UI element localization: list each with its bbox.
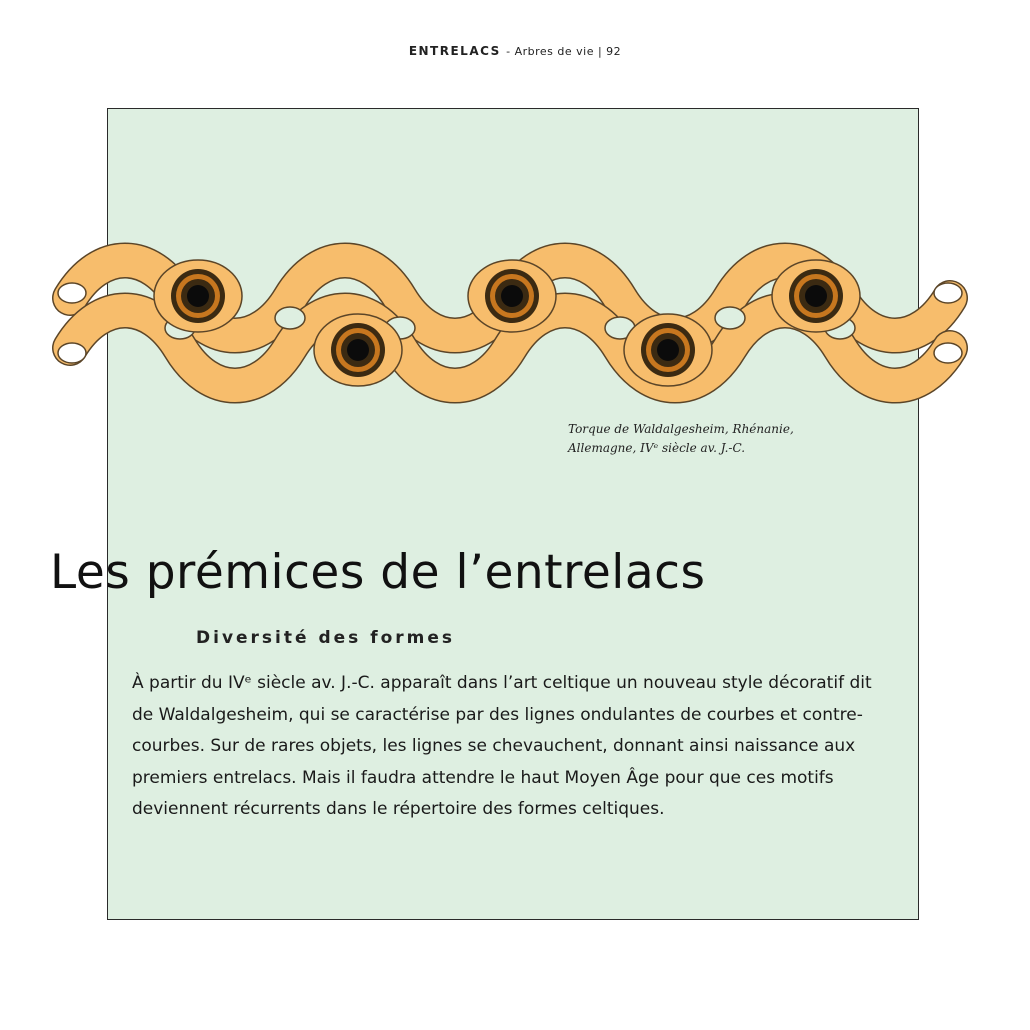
loop-hole [58, 283, 86, 303]
bead-center [187, 285, 209, 307]
loop-hole [58, 343, 86, 363]
loop-hole [934, 343, 962, 363]
body-paragraph: À partir du IVᵉ siècle av. J.-C. apparaît dans l’art celtique un nouveau style décoratif dit de Waldalgesheim, qui se caractérise par des lignes ondulantes de courbes et contre-courbes. Sur de rares objets, les lignes se chevauchent, donnant ainsi naissance aux premiers entrelacs. Mais il faudra attendre le haut Moyen Âge pour que ces motifs deviennent récurrents dans le répertoire des formes celtiques. [132, 673, 872, 819]
bead-center [501, 285, 523, 307]
page-title: Les prémices de l’entrelacs [50, 545, 706, 600]
header-subtitle: - Arbres de vie | 92 [506, 45, 622, 58]
running-header [0, 44, 1030, 58]
caption-line-1: Torque de Waldalgesheim, Rhénanie, [568, 422, 794, 436]
header-section: ENTRELACS [408, 44, 501, 58]
caption-line-2: Allemagne, IVᵉ siècle av. J.-C. [568, 441, 746, 455]
bead-center [347, 339, 369, 361]
loop-hole [275, 307, 305, 329]
torc-illustration [40, 238, 980, 408]
loop-hole [934, 283, 962, 303]
bead-center [657, 339, 679, 361]
loop-hole [715, 307, 745, 329]
figure-caption [568, 420, 868, 458]
page-subtitle: Diversité des formes [196, 628, 456, 648]
bead-center [805, 285, 827, 307]
